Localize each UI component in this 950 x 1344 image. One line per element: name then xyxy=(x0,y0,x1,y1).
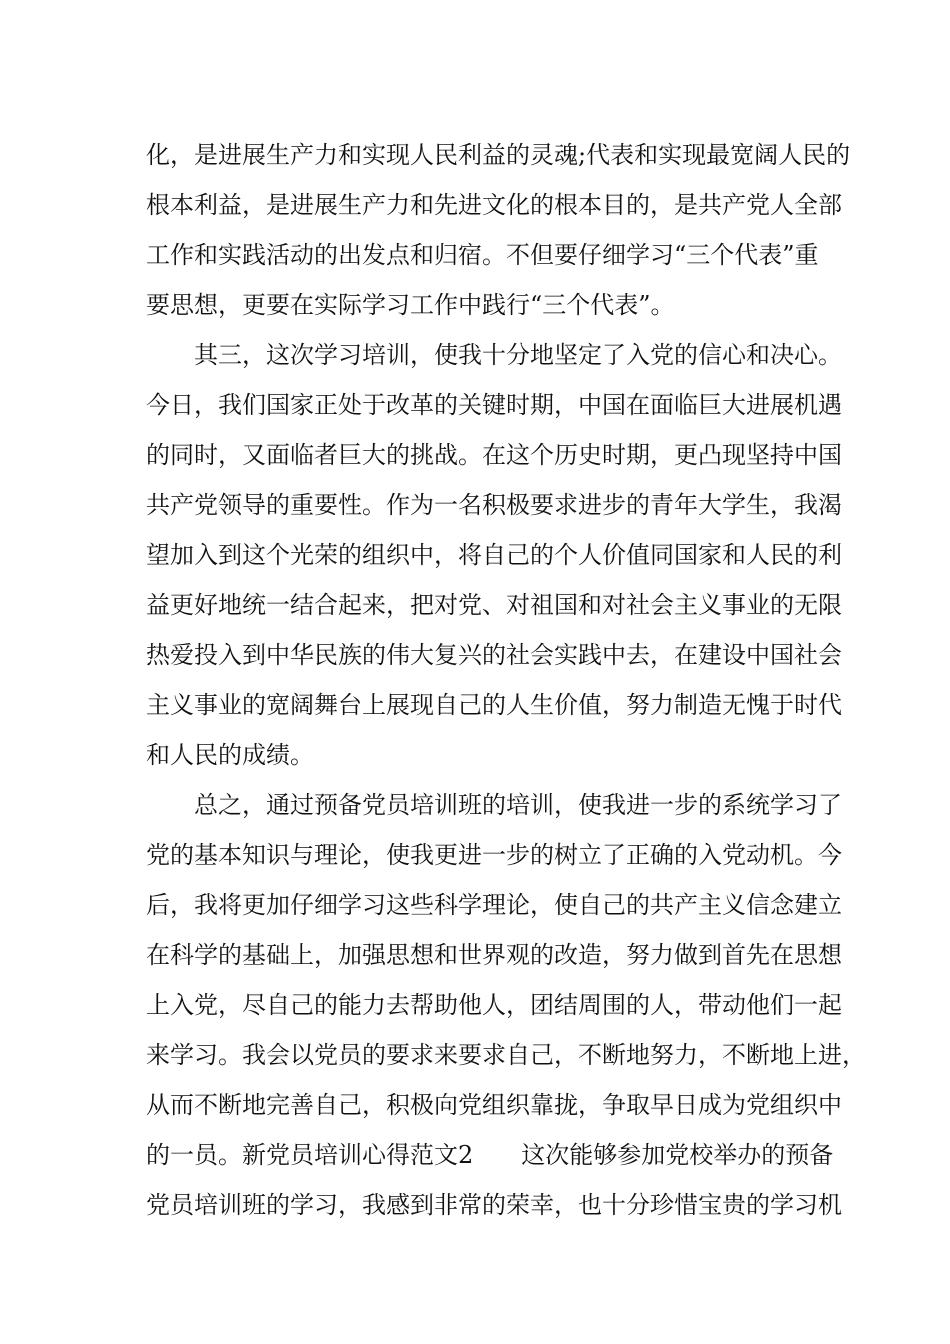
text-line: 从而不断地完善自己，积极向党组织靠拢，争取早日成为党组织中 xyxy=(146,1091,842,1119)
text-line: 主义事业的宽阔舞台上展现自己的人生价值，努力制造无愧于时代 xyxy=(146,691,842,719)
text-line: 党的基本知识与理论，使我更进一步的树立了正确的入党动机。今 xyxy=(146,841,842,869)
text-line: 要思想，更要在实际学习工作中践行“三个代表”。 xyxy=(146,291,675,319)
text-line: 党员培训班的学习，我感到非常的荣幸，也十分珍惜宝贵的学习机 xyxy=(146,1191,842,1219)
text-line: 的一员。新党员培训心得范文2 这次能够参加党校举办的预备 xyxy=(146,1141,834,1169)
text-line: 共产党领导的重要性。作为一名积极要求进步的青年大学生，我渴 xyxy=(146,491,842,519)
text-line: 后，我将更加仔细学习这些科学理论，使自己的共产主义信念建立 xyxy=(146,891,842,919)
text-line: 热爱投入到中华民族的伟大复兴的社会实践中去，在建设中国社会 xyxy=(146,641,842,669)
text-line: 其三，这次学习培训，使我十分地坚定了入党的信心和决心。 xyxy=(146,341,842,369)
text-line: 益更好地统一结合起来，把对党、对祖国和对社会主义事业的无限 xyxy=(146,591,842,619)
text-line: 总之，通过预备党员培训班的培训，使我进一步的系统学习了 xyxy=(146,791,842,819)
text-line: 根本利益，是进展生产力和先进文化的根本目的，是共产党人全部 xyxy=(146,191,842,219)
text-line: 望加入到这个光荣的组织中，将自己的个人价值同国家和人民的利 xyxy=(146,541,842,569)
text-line: 今日，我们国家正处于改革的关键时期，中国在面临巨大进展机遇 xyxy=(146,391,842,419)
text-line: 上入党，尽自己的能力去帮助他人，团结周围的人，带动他们一起 xyxy=(146,991,842,1019)
text-line: 和人民的成绩。 xyxy=(146,741,314,769)
text-line: 工作和实践活动的出发点和归宿。不但要仔细学习“三个代表”重 xyxy=(146,241,819,269)
text-line: 来学习。我会以党员的要求来要求自己，不断地努力，不断地上进， xyxy=(146,1041,866,1069)
text-line: 化，是进展生产力和实现人民利益的灵魂;代表和实现最宽阔人民的 xyxy=(146,141,851,169)
text-line: 的同时，又面临者巨大的挑战。在这个历史时期，更凸现坚持中国 xyxy=(146,441,842,469)
body-text xyxy=(146,130,866,1230)
text-line: 在科学的基础上，加强思想和世界观的改造，努力做到首先在思想 xyxy=(146,941,842,969)
